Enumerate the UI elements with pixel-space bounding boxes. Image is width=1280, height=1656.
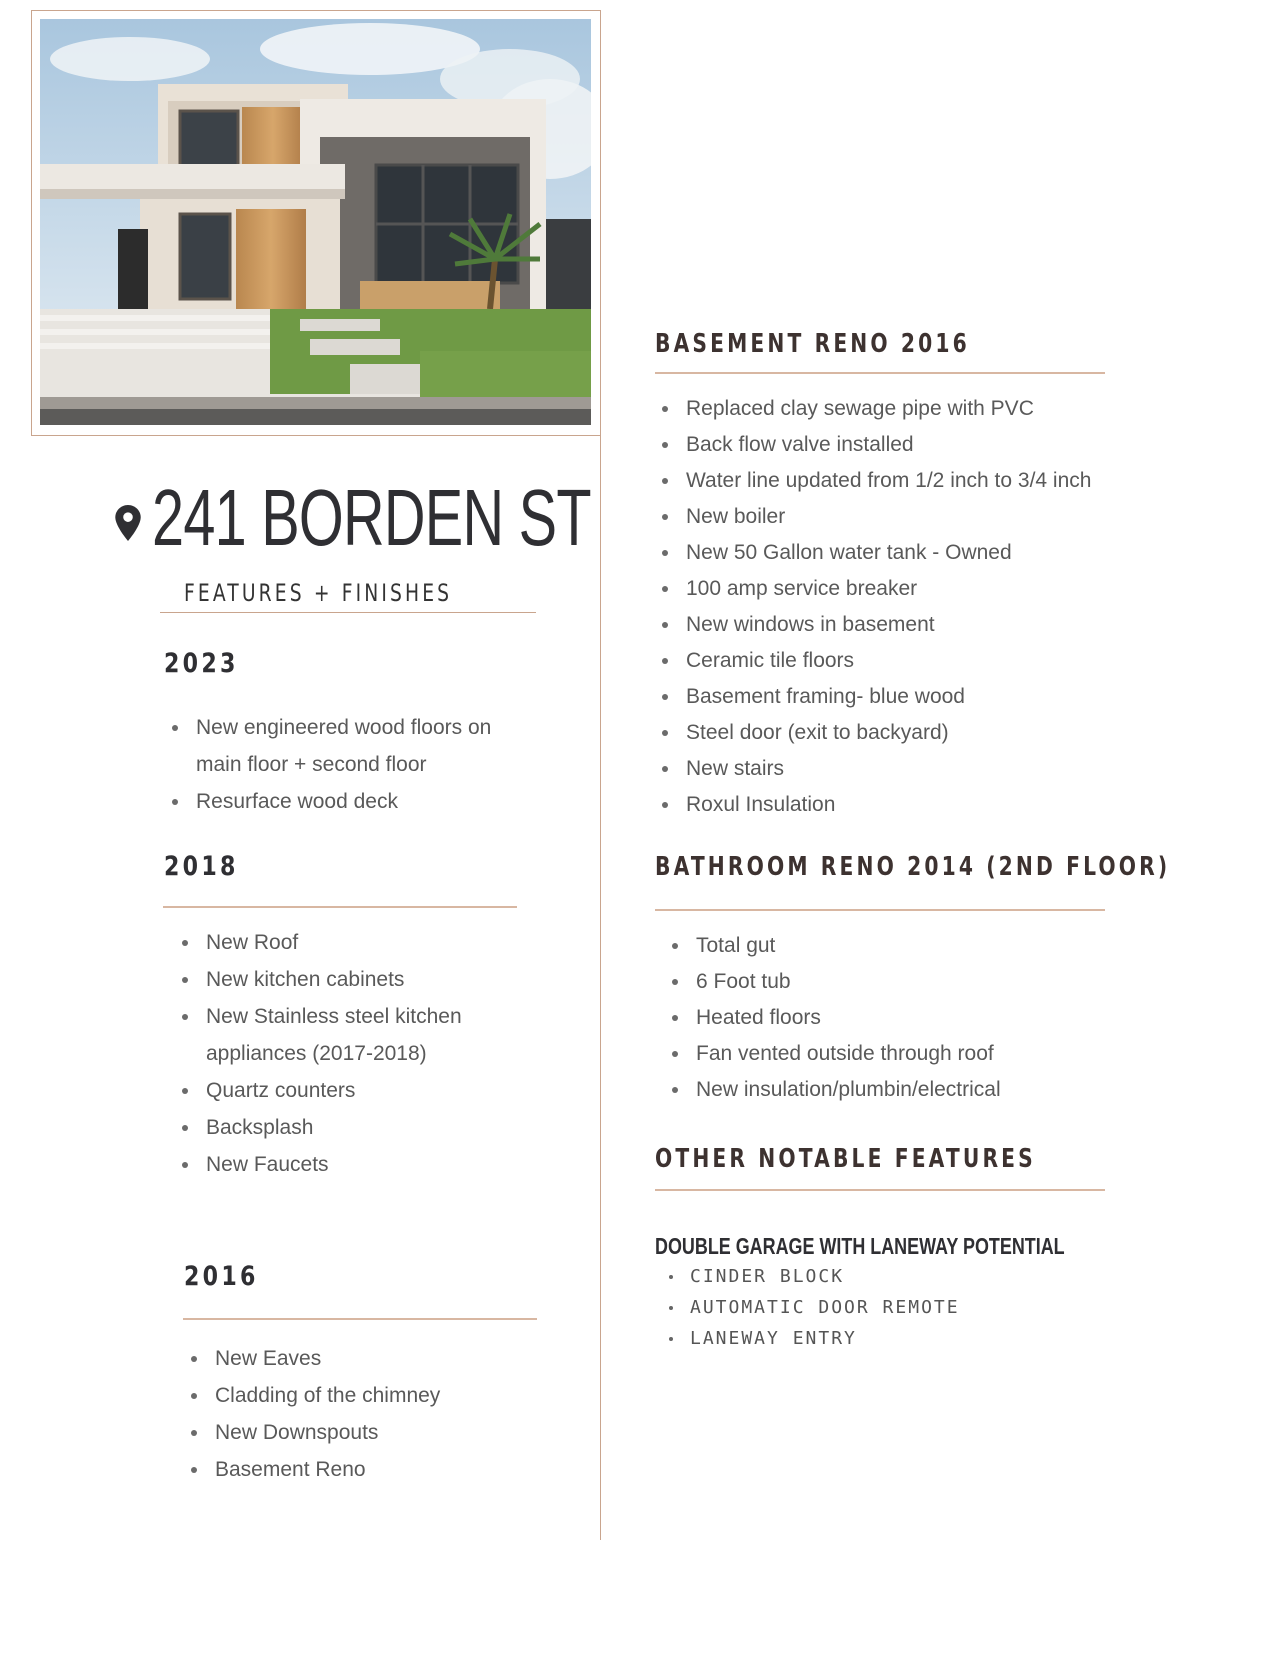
divider-basement — [655, 372, 1105, 374]
list-item-continuation: appliances (2017-2018) — [206, 1042, 427, 1065]
list-item: Backsplash — [178, 1109, 462, 1146]
heading-bathroom-reno: BATHROOM RENO 2014 (2ND FLOOR) — [655, 852, 1171, 882]
divider-2016 — [183, 1318, 537, 1320]
list-item: Quartz counters — [178, 1072, 462, 1109]
frame-bottom-line — [31, 435, 601, 436]
list-item: Total gut — [668, 928, 1001, 964]
divider-2018 — [163, 906, 517, 908]
features-subtitle: FEATURES + FINISHES — [184, 579, 453, 607]
list-item: New boiler — [658, 499, 1091, 535]
list-item: LANEWAY ENTRY — [665, 1323, 960, 1354]
garage-subheading: DOUBLE GARAGE WITH LANEWAY POTENTIAL — [655, 1233, 1065, 1259]
list-item: AUTOMATIC DOOR REMOTE — [665, 1292, 960, 1323]
divider-other — [655, 1189, 1105, 1191]
list-item: Ceramic tile floors — [658, 643, 1091, 679]
address-title: 241 BORDEN ST — [152, 473, 591, 562]
list-item: New insulation/plumbin/electrical — [668, 1072, 1001, 1108]
list-item: New engineered wood floors on — [168, 709, 491, 746]
heading-basement-reno: BASEMENT RENO 2016 — [655, 329, 970, 359]
heading-other-features: OTHER NOTABLE FEATURES — [655, 1144, 1036, 1174]
list-item: New Eaves — [187, 1340, 440, 1377]
list-bathroom — [668, 928, 1001, 1108]
list-item: New Faucets — [178, 1146, 462, 1183]
list-item: Heated floors — [668, 1000, 1001, 1036]
list-garage — [665, 1261, 960, 1354]
list-item: Resurface wood deck — [168, 783, 491, 820]
list-item: Replaced clay sewage pipe with PVC — [658, 391, 1091, 427]
list-item: Water line updated from 1/2 inch to 3/4 inch — [658, 463, 1091, 499]
heading-2016: 2016 — [184, 1261, 259, 1292]
list-item: Cladding of the chimney — [187, 1377, 440, 1414]
list-item-continuation: main floor + second floor — [196, 753, 427, 776]
list-item: Steel door (exit to backyard) — [658, 715, 1091, 751]
frame-left-line — [31, 10, 32, 435]
heading-2018: 2018 — [164, 851, 239, 882]
frame-top-line — [31, 10, 601, 11]
list-item: Basement Reno — [187, 1451, 440, 1488]
list-item: Back flow valve installed — [658, 427, 1091, 463]
list-item: 6 Foot tub — [668, 964, 1001, 1000]
list-item: New 50 Gallon water tank - Owned — [658, 535, 1091, 571]
list-item: New Downspouts — [187, 1414, 440, 1451]
list-2016 — [187, 1340, 440, 1488]
list-item: Basement framing- blue wood — [658, 679, 1091, 715]
list-2023 — [168, 709, 491, 820]
list-item: CINDER BLOCK — [665, 1261, 960, 1292]
list-2018 — [178, 924, 462, 1183]
list-item: 100 amp service breaker — [658, 571, 1091, 607]
heading-2023: 2023 — [164, 648, 239, 679]
list-item: Fan vented outside through roof — [668, 1036, 1001, 1072]
location-pin-icon — [115, 505, 141, 541]
list-item: New stairs — [658, 751, 1091, 787]
list-item: New windows in basement — [658, 607, 1091, 643]
column-divider-line — [600, 10, 601, 1540]
list-item: New kitchen cabinets — [178, 961, 462, 998]
subtitle-divider — [160, 612, 536, 613]
list-item: New Roof — [178, 924, 462, 961]
divider-bathroom — [655, 909, 1105, 911]
list-basement — [658, 391, 1091, 823]
house-photo — [40, 19, 591, 425]
list-item: Roxul Insulation — [658, 787, 1091, 823]
list-item: New Stainless steel kitchen — [178, 998, 462, 1035]
